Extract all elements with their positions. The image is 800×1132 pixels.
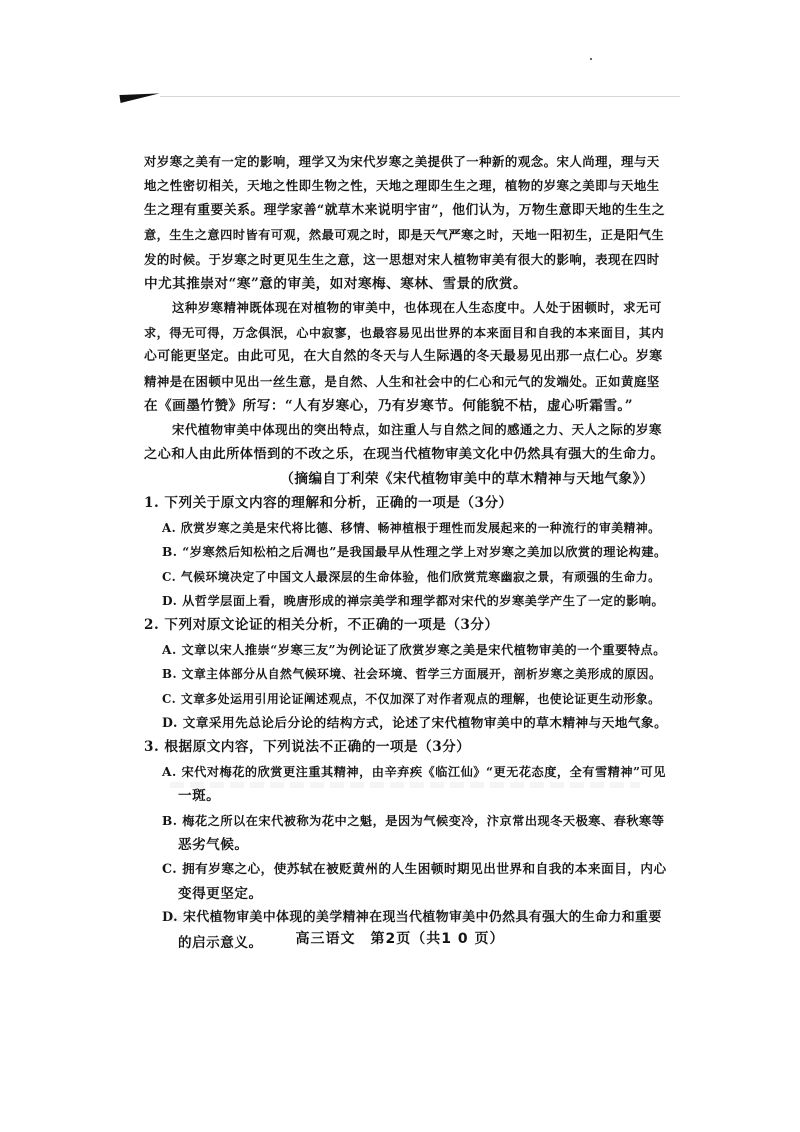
question-1 [144, 491, 666, 613]
option-b: B. 梅花之所以在宋代被称为花中之魁，是因为气候变冷，汴京常出现冬天极寒、春秋寒等 [162, 813, 665, 828]
page-footer: 高三语文 第2页（共1 0 页） [295, 931, 505, 947]
option-b: B. 文章主体部分从自然气候环境、社会环境、哲学三方面展开，剖析岁寒之美形成的原因。 [162, 667, 662, 682]
option-c: C. 文章多处运用引用论证阐述观点，不仅加深了对作者观点的理解，也使论证更生动形象。 [162, 691, 661, 706]
option-a: A. 宋代对梅花的欣赏更注重其精神，由辛弃疾《临江仙》“更无花态度，全有雪精神”可见 [162, 764, 666, 779]
text-line: 宋代植物审美中体现出的突出特点，如注重人与自然之间的感通之力、天人之际的岁寒 [172, 422, 662, 438]
option-b: B. “岁寒然后知松柏之后凋也”是我国最早从性理之学上对岁寒之美加以欣赏的理论构建。 [162, 545, 667, 560]
passage-paragraph-1 [144, 150, 666, 296]
passage-paragraph-2 [144, 296, 666, 418]
option-d-continued: 的启示意义。 [178, 934, 263, 951]
exam-page [144, 150, 666, 955]
option-a-continued: 一斑。 [178, 788, 221, 805]
text-line: 在《画墨竹赞》所写：“人有岁寒心，乃有岁寒节。何能貌不枯，虚心听霜雪。” [144, 397, 634, 414]
option-c: C. 拥有岁寒之心，使苏轼在被贬黄州的人生困顿时期见出世界和自我的本来面目，内心 [162, 861, 667, 877]
text-line: 意，生生之意四时皆有可观，然最可观之时，即是天气严寒之时，天地一阳初生，正是阳气生 [144, 228, 665, 243]
text-line: 发的时候。于岁寒之时更见生生之意，这一思想对宋人植物审美有很大的影响，表现在四时 [144, 251, 660, 267]
scan-dust-dot [590, 58, 592, 60]
text-line: 对岁寒之美有一定的影响，理学又为宋代岁寒之美提供了一种新的观念。宋人尚理，理与天 [144, 154, 660, 169]
text-line: 求，得无可得，万念俱泯，心中寂寥，也最容易见出世界的本来面目和自我的本来面目，其内 [144, 325, 665, 340]
text-line: 生之理有重要关系。理学家善“就草木来说明宇宙”，他们认为，万物生意即天地的生生之 [144, 202, 666, 218]
option-d: D. 宋代植物审美中体现的美学精神在现当代植物审美中仍然具有强大的生命力和重要 [162, 910, 662, 926]
text-line: 地之性密切相关，天地之性即生物之性，天地之理即生生之理，植物的岁寒之美即与天地生 [144, 178, 660, 194]
passage-paragraph-3 [144, 418, 666, 467]
text-line: 心可能更坚定。由此可见，在大自然的冬天与人生际遇的冬天最易见出那一点仁心。岁寒 [144, 349, 663, 365]
question-stem: 3. 根据原文内容，下列说法不正确的一项是（3分） [144, 739, 471, 756]
scan-corner-mark [119, 89, 160, 102]
passage-source: （摘编自丁利荣《宋代植物审美中的草木精神与天地气象》） [280, 471, 654, 488]
text-line: 精神是在困顿中见出一丝生意，是自然、人生和社会中的仁心和元气的发端处。正如黄庭坚 [144, 373, 660, 389]
question-2 [144, 613, 666, 735]
question-stem: 1. 下列关于原文内容的理解和分析，正确的一项是（3分） [144, 495, 513, 512]
option-a: A. 欣赏岁寒之美是宋代将比德、移情、畅神植根于理性而发展起来的一种流行的审美精神。 [162, 520, 661, 535]
option-c-continued: 变得更坚定。 [178, 885, 263, 902]
text-line: 这种岁寒精神既体现在对植物的审美中，也体现在人生态度中。人处于困顿时，求无可 [172, 300, 662, 316]
question-3 [144, 735, 666, 955]
option-b-continued: 恶劣气候。 [178, 836, 249, 853]
text-line: 之心和人由此所体悟到的不改之乐，在现当代植物审美文化中仍然具有强大的生命力。 [144, 446, 665, 462]
option-d: D. 文章采用先总论后分论的结构方式，论述了宋代植物审美中的草木精神与天地气象。 [162, 714, 668, 730]
option-a: A. 文章以宋人推崇“岁寒三友”为例论证了欣赏岁寒之美是宋代植物审美的一个重要特点。 [162, 642, 666, 657]
text-line: 中尤其推崇对“寒”意的审美，如对寒梅、寒林、雪景的欣赏。 [144, 275, 528, 292]
option-c: C. 气候环境决定了中国文人最深层的生命体验，他们欣赏荒寒幽寂之景，有顽强的生命力。 [162, 569, 661, 584]
option-d: D. 从哲学层面上看，晚唐形成的禅宗美学和理学都对宋代的岁寒美学产生了一定的影响。 [162, 594, 665, 609]
scan-edge-line [160, 96, 680, 97]
question-stem: 2. 下列对原文论证的相关分析，不正确的一项是（3分） [144, 617, 499, 634]
